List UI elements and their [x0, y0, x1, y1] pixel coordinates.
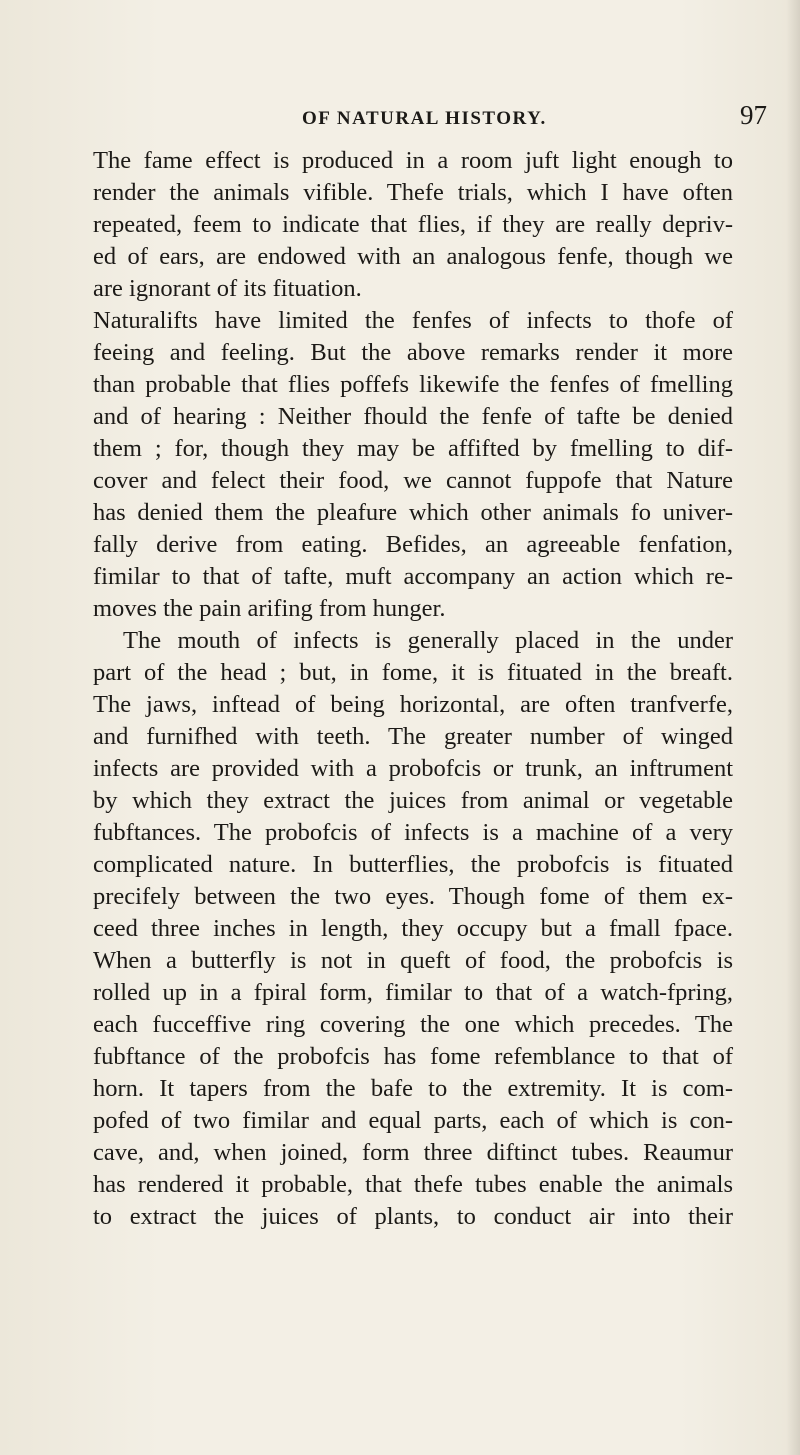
text-line: When a butterfly is not in queft of food, the probofcis is — [93, 947, 733, 974]
running-head — [0, 100, 800, 138]
text-line: The fame effect is produced in a room juft light enough to — [93, 147, 733, 174]
text-line: fally derive from eating. Befides, an agreeable fenfation, — [93, 531, 733, 558]
text-line: render the animals vifible. Thefe trials, which I have often — [93, 179, 733, 206]
text-line: has denied them the pleafure which other animals fo univer- — [93, 499, 733, 526]
text-line: pofed of two fimilar and equal parts, each of which is con- — [93, 1107, 733, 1134]
text-line: cave, and, when joined, form three diftinct tubes. Reaumur — [93, 1139, 733, 1166]
text-line: by which they extract the juices from animal or vegetable — [93, 787, 733, 814]
running-title: OF NATURAL HISTORY. — [302, 108, 547, 129]
text-line: complicated nature. In butterflies, the probofcis is fituated — [93, 851, 733, 878]
text-line: ed of ears, are endowed with an analogous fenfe, though we — [93, 243, 733, 270]
text-line: than probable that flies poffefs likewife the fenfes of fmelling — [93, 371, 733, 398]
text-line: precifely between the two eyes. Though fome of them ex- — [93, 883, 733, 910]
text-line: The mouth of infects is generally placed in the under — [123, 627, 733, 654]
text-line: and of hearing : Neither fhould the fenfe of tafte be denied — [93, 403, 733, 430]
page-edge-shadow — [786, 0, 800, 1455]
text-line: repeated, feem to indicate that flies, if they are really depriv- — [93, 211, 733, 238]
page-number: 97 — [740, 100, 767, 130]
text-line: ceed three inches in length, they occupy but a fmall fpace. — [93, 915, 733, 942]
text-line: each fucceffive ring covering the one which precedes. The — [93, 1011, 733, 1038]
body-text — [93, 145, 733, 1233]
text-line: infects are provided with a probofcis or trunk, an inftrument — [93, 755, 733, 782]
text-line: are ignorant of its fituation. — [93, 275, 362, 302]
text-line: fubftance of the probofcis has fome refemblance to that of — [93, 1043, 733, 1070]
text-line: to extract the juices of plants, to conduct air into their — [93, 1203, 733, 1230]
text-line: cover and felect their food, we cannot fuppofe that Nature — [93, 467, 733, 494]
text-line: them ; for, though they may be affifted by fmelling to dif- — [93, 435, 733, 462]
text-line: part of the head ; but, in fome, it is fituated in the breaft. — [93, 659, 733, 686]
text-line: rolled up in a fpiral form, fimilar to that of a watch-fpring, — [93, 979, 733, 1006]
text-line: fimilar to that of tafte, muft accompany an action which re- — [93, 563, 733, 590]
text-line: feeing and feeling. But the above remarks render it more — [93, 339, 733, 366]
text-line: has rendered it probable, that thefe tubes enable the animals — [93, 1171, 733, 1198]
text-line: Naturalifts have limited the fenfes of infects to thofe of — [93, 307, 733, 334]
text-line: fubftances. The probofcis of infects is a machine of a very — [93, 819, 733, 846]
text-line: and furnifhed with teeth. The greater number of winged — [93, 723, 733, 750]
text-line: The jaws, inftead of being horizontal, are often tranfverfe, — [93, 691, 733, 718]
text-line: moves the pain arifing from hunger. — [93, 595, 446, 622]
text-line: horn. It tapers from the bafe to the extremity. It is com- — [93, 1075, 733, 1102]
